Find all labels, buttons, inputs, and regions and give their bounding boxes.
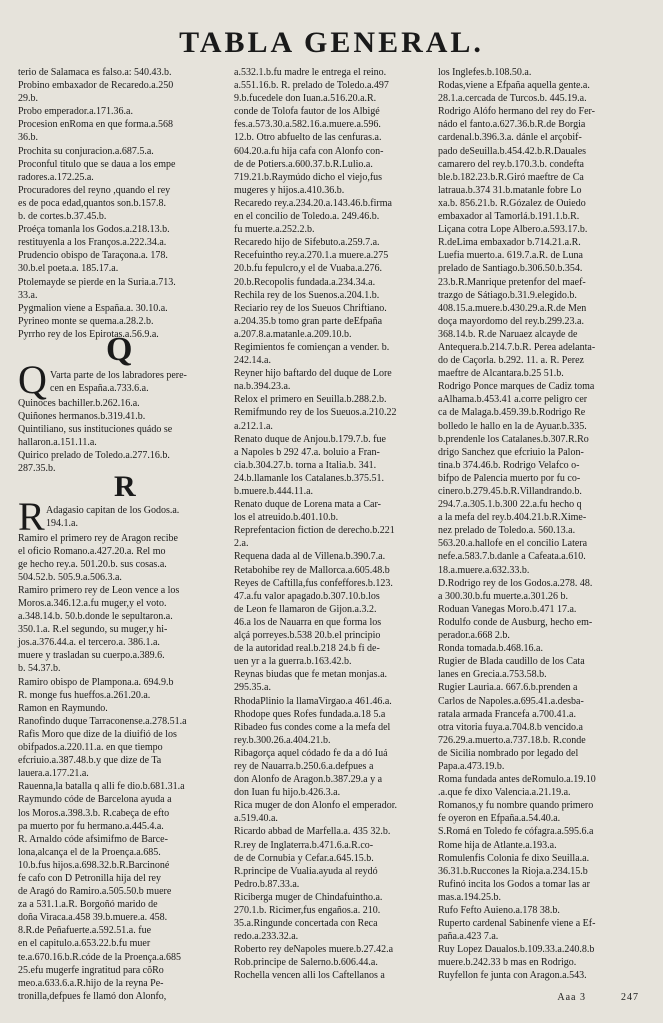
index-entry: a.348.14.b. 50.b.donde le sepultaron.a. bbox=[18, 611, 173, 623]
index-entry: Rugier de Blada caudillo de los Cata bbox=[438, 656, 585, 668]
index-entry: Recefuintho rey.a.270.1.a muere.a.275 bbox=[234, 250, 389, 262]
index-entry: Rufinó incita los Godos a tomar las ar bbox=[438, 878, 590, 890]
index-entry: embaxador al Tamorlá.b.191.1.b.R. bbox=[438, 211, 580, 223]
index-entry: cinero.b.279.45.b.R.Villandrando.b. bbox=[438, 486, 582, 497]
index-entry: obifpados.a.220.11.a. en que tiempo bbox=[18, 742, 163, 754]
index-entry: Rica muger de don Alonfo el emperador. bbox=[234, 800, 398, 812]
index-entry: D.Rodrigo rey de los Godos.a.278. 48. bbox=[438, 577, 593, 589]
index-entry: Ramon en Raymundo. bbox=[18, 702, 108, 714]
index-entry: Prochita su conjuracion.a.687.5.a. bbox=[18, 145, 154, 157]
index-entry: Antequera.b.214.7.b.R. Perea adelanta- bbox=[438, 341, 596, 353]
index-entry: radores.a.172.25.a. bbox=[18, 171, 94, 183]
index-entry: tronilla,defpues fe llamó don Alonfo, bbox=[18, 990, 167, 1002]
index-entry: Roduan Vanegas Moro.b.471 17.a. bbox=[438, 603, 577, 615]
index-entry: na.b.394.23.a. bbox=[234, 381, 291, 393]
index-entry: terio de Salamaca es falso.a: 540.43.b. bbox=[18, 67, 172, 78]
index-entry: Raymundo códe de Barcelona ayuda a bbox=[18, 794, 172, 806]
index-entry: lanes en Grecia.a.753.58.b. bbox=[438, 669, 547, 681]
index-entry: 2.a. bbox=[234, 538, 249, 550]
index-entry: 295.35.a. bbox=[234, 682, 271, 694]
index-entry: fe oyeron en Efpaña.a.54.40.a. bbox=[438, 813, 561, 825]
index-entry: do de Caçorla. b.292. 11. a. R. Perez bbox=[438, 355, 584, 367]
section-letter-q: Q bbox=[106, 330, 133, 368]
index-entry: restituyenla a los Franços.a.222.34.a. bbox=[18, 237, 167, 249]
index-entry: Proéça tomanla los Godos.a.218.13.b. bbox=[18, 224, 170, 236]
index-entry: Ruperto cardenal Sabinenfe viene a Ef- bbox=[438, 918, 596, 930]
index-entry: 604.20.a.fu hija cafa con Alonfo con- bbox=[234, 145, 384, 157]
index-entry: Ribagorça aquel códado fe da a dó Iuá bbox=[234, 747, 388, 759]
index-entry: R.rey de Inglaterra.b.471.6.a.R.co- bbox=[234, 839, 374, 851]
index-entry: a la mefa del rey.b.404.21.b.R.Xime- bbox=[438, 512, 587, 524]
index-entry: de Aragó do Ramiro.a.505.50.b muere bbox=[18, 886, 172, 898]
index-entry: Liçana cotra Lope Albero.a.593.17.b. bbox=[438, 224, 588, 236]
index-entry: redo.a.233.32.a. bbox=[234, 931, 299, 943]
index-entry: lauera.a.177.21.a. bbox=[18, 768, 89, 780]
index-entry: Rafis Moro que dize de la diuifió de los bbox=[18, 728, 177, 740]
index-entry: lona,alcança el de la Proença.a.685. bbox=[18, 846, 161, 858]
index-entry: a 300.30.b.fu muerte.a.301.26 b. bbox=[438, 590, 568, 602]
drop-cap-q: Q bbox=[18, 356, 47, 402]
section-letter-r: R bbox=[114, 469, 136, 503]
index-entry: b.muere.b.444.11.a. bbox=[234, 486, 314, 497]
index-entry: 294.7.a.305.1.b.300 22.a.fu hecho q bbox=[438, 499, 582, 511]
index-entry: 726.29.a.muerto.a.737.18.b. R.conde bbox=[438, 734, 586, 746]
index-entry: de de Potiers.a.600.37.b.R.Lulio.a. bbox=[234, 158, 373, 170]
index-entry: 28.1.a.cercada de Turcos.b. 445.19.a. bbox=[438, 93, 587, 105]
index-entry: pado deSeuilla.b.454.42.b.R.Dauales bbox=[438, 145, 587, 157]
index-entry: pa muerto por fu hermano.a.445.4.a. bbox=[18, 820, 164, 832]
index-entry: mas.a.194.25.b. bbox=[438, 891, 502, 903]
index-entry: Probino embaxador de Recaredo.a.250 bbox=[18, 80, 174, 92]
index-entry: jos.a.376.44.a. el tercero.a. 386.1.a. bbox=[18, 637, 160, 649]
index-entry: cardenal.b.396.3.a. dánle el arçobif- bbox=[438, 132, 582, 144]
index-entry: Remifmundo rey de los Sueuos.a.210.22 bbox=[234, 407, 397, 419]
index-entry: Pedro.b.87.33.a. bbox=[234, 878, 300, 890]
index-entry: nez prelado de Toledo.a. 560.13.a. bbox=[438, 525, 576, 537]
index-entry: ge hecho rey.a. 501.20.b. sus cosas.a. bbox=[18, 558, 167, 570]
index-entry: 23.b.R.Manrique pretenfor del maef- bbox=[438, 276, 586, 288]
index-entry: 350.1.a. R.el segundo, su muger,y hi- bbox=[18, 624, 168, 636]
index-entry: a.207.8.a.matanle.a.209.10.b. bbox=[234, 328, 352, 340]
index-entry: Rome hija de Atlante.a.193.a. bbox=[438, 839, 557, 851]
index-entry: meo.a.633.6.a.R.hijo de la reyna Pe- bbox=[18, 977, 164, 989]
index-entry: Requena dada al de Villena.b.390.7.a. bbox=[234, 551, 386, 563]
index-entry: 46.a los de Nauarra en que forma los bbox=[234, 616, 382, 628]
index-entry: Recaredo hijo de Sifebuto.a.259.7.a. bbox=[234, 237, 380, 249]
index-entry: Ricardo abbad de Marfella.a. 435 32.b. bbox=[234, 826, 391, 838]
index-entry: camarero del rey.b.170.3.b. condefta bbox=[438, 158, 584, 170]
index-entry: muere y trasladan su cuerpo.a.389.6. bbox=[18, 650, 165, 662]
index-entry: Romanos,y fu nombre quando primero bbox=[438, 800, 594, 812]
index-entry: Ranofindo duque Tarraconense.a.278.51.a bbox=[18, 715, 187, 727]
index-entry: doça mayordomo del rey.b.299.23.a. bbox=[438, 315, 584, 327]
index-entry: Carlos de Napoles.a.695.41.a.desba- bbox=[438, 695, 584, 707]
index-entry: a.519.40.a. bbox=[234, 813, 278, 825]
index-entry: Ruy Lopez Daualos.b.109.33.a.240.8.b bbox=[438, 944, 595, 956]
index-entry: 719.21.b.Raymúdo dicho el viejo,fus bbox=[234, 171, 383, 183]
index-entry: tina.b 374.46.b. Rodrigo Velafco o- bbox=[438, 459, 580, 471]
index-entry: Probo emperador.a.171.36.a. bbox=[18, 106, 133, 118]
index-entry: .a.que fe dixo Valencia.a.21.19.a. bbox=[438, 787, 571, 799]
index-entry: Roma fundada antes deRomulo.a.19.10 bbox=[438, 774, 596, 786]
index-entry: rey.b.300.26.a.404.21.b. bbox=[234, 734, 331, 746]
index-entry: b. de cortes.b.37.45.b. bbox=[18, 211, 107, 223]
index-entry: hallaron.a.151.11.a. bbox=[18, 437, 97, 449]
index-entry: los Moros.a.398.3.b. R.cabeça de efto bbox=[18, 807, 170, 819]
index-entry: fu muerte.a.252.2.b. bbox=[234, 224, 315, 236]
index-entry: 8.R.de Peñafuerte.a.592.51.a. fue bbox=[18, 925, 152, 937]
index-entry: Renato duque de Anjou.b.179.7.b. fue bbox=[234, 433, 386, 445]
index-entry: Ribadeo fus condes come a la mefa del bbox=[234, 721, 391, 733]
index-entry: ratala armada Francefa a.700.41.a. bbox=[438, 708, 576, 720]
index-entry: Recaredo rey.a.234.20.a.143.46.b.firma bbox=[234, 197, 392, 209]
index-entry: Procesion enRoma en que forma.a.568 bbox=[18, 119, 173, 131]
index-entry: fes.a.573.30.a.582.16.a.muere.a.596. bbox=[234, 119, 381, 131]
index-entry: Quintiliano, sus instituciones quádo se bbox=[18, 424, 173, 436]
index-entry: los Inglefes.b.108.50.a. bbox=[438, 67, 532, 78]
index-column-left bbox=[18, 66, 230, 1002]
index-entry: Reyner hijo baftardo del duque de Lore bbox=[234, 368, 392, 380]
index-entry: Reyes de Caftilla,fus confeffores.b.123. bbox=[234, 577, 393, 589]
index-entry: Quinoces bachiller.b.262.16.a. bbox=[18, 397, 140, 409]
index-entry: Pyrrho rey de los Epirotas.a.56.9.a. bbox=[18, 328, 159, 340]
index-entry: Reynas biudas que fe metan monjas.a. bbox=[234, 669, 388, 681]
index-entry: doña Viraca.a.458 39.b.muere.a. 458. bbox=[18, 912, 168, 924]
index-entry: Ramiro el primero rey de Aragon recibe bbox=[18, 532, 178, 544]
index-entry: Romulenfis Colonia fe dixo Seuilla.a. bbox=[438, 852, 590, 864]
index-entry: Rugier Lauria.a. 667.6.b.prenden a bbox=[438, 682, 578, 694]
index-entry: Rechila rey de los Suenos.a.204.1.b. bbox=[234, 289, 380, 301]
index-entry: mugeres y hijos.a.410.36.b. bbox=[234, 184, 345, 196]
index-entry: Moros.a.346.12.a.fu muger,y el voto. bbox=[18, 598, 167, 609]
index-entry: de Leon fe llamaron de Gijon.a.3.2. bbox=[234, 603, 377, 615]
index-entry: drigo Sanchez que efcriuio la Palon- bbox=[438, 446, 584, 458]
index-entry: uen yr a la guerra.b.163.42.b. bbox=[234, 656, 352, 668]
index-entry: Ronda tomada.b.468.16.a. bbox=[438, 643, 543, 655]
index-entry: latraua.b.374 31.b.matanle fobre Lo bbox=[438, 184, 582, 196]
index-entry: trazgo de Sátiago.b.31.9.elegido.b. bbox=[438, 289, 577, 301]
index-entry: Rhodope ques Rofes fundada.a.18 5.a bbox=[234, 708, 386, 720]
index-entry: R.principe de Vualia.ayuda al reydó bbox=[234, 865, 378, 877]
index-entry: 270.1.b. Ricimer,fus engaños.a. 210. bbox=[234, 905, 381, 916]
index-entry: RhodaPlinio la llamaVirgao.a 461.46.a. bbox=[234, 695, 392, 707]
index-entry: el oficio Romano.a.427.20.a. Rel mo bbox=[18, 545, 166, 557]
index-column-middle bbox=[234, 66, 440, 981]
index-entry: 24.b.llamanle los Catalanes.b.375.51. bbox=[234, 472, 384, 484]
index-entry: S.Romá en Toledo fe cófagra.a.595.6.a bbox=[438, 826, 594, 838]
index-entry: Roberto rey deNapoles muere.b.27.42.a bbox=[234, 944, 394, 956]
index-entry: rey de Nauarra.b.250.6.a.defpues a bbox=[234, 760, 374, 772]
drop-cap-r: R bbox=[18, 493, 45, 539]
index-entry: Quiñones hermanos.b.319.41.b. bbox=[18, 411, 146, 423]
index-entry: don Iuan fu hijo.b.426.3.a. bbox=[234, 787, 341, 799]
index-entry: 47.a.fu valor apagado.b.307.10.b.los bbox=[234, 590, 380, 602]
index-entry: Relox el primero en Seuilla.b.288.2.b. bbox=[234, 394, 387, 406]
index-entry: 30.b.el poeta.a. 185.17.a. bbox=[18, 263, 119, 275]
index-entry: Rob.principe de Salerno.b.606.44.a. bbox=[234, 957, 378, 969]
index-entry: efcriuio.a.387.48.b.y que dize de Ta bbox=[18, 755, 162, 767]
index-entry: prelado de Santiago.b.306.50.b.354. bbox=[438, 263, 583, 275]
index-entry: za a 531.1.a.R. Borgoñó marido de bbox=[18, 899, 158, 911]
index-entry: 36.b. bbox=[18, 132, 38, 144]
index-entry: xa.b. 856.21.b. R.Gózalez de Ouiedo bbox=[438, 197, 586, 209]
index-entry: 9.b.fucedele don Iuan.a.516.20.a.R. bbox=[234, 93, 377, 105]
index-entry: 20.b.Recopolis fundada.a.234.34.a. bbox=[234, 276, 376, 288]
index-entry: 563.20.a.hallofe en el concilio Latera bbox=[438, 538, 588, 550]
index-entry: a.551.16.b. R. prelado de Toledo.a.497 bbox=[234, 80, 389, 92]
index-entry: te.a.670.16.b.R.códe de la Proença.a.685 bbox=[18, 951, 182, 963]
index-entry: de Sicilia nombrado por legado del bbox=[438, 747, 579, 759]
index-entry: Rauenna,la batalla q alli fe dio.b.681.31.a bbox=[18, 781, 185, 793]
index-entry: 33.a. bbox=[18, 289, 38, 301]
index-entry: R. monge fus hueffos.a.261.20.a. bbox=[18, 689, 151, 701]
index-entry: 35.a.Ringunde concertada con Reca bbox=[234, 918, 378, 930]
index-entry: Quirico prelado de Toledo.a.277.16.b. bbox=[18, 450, 170, 462]
index-entry: Rodulfo conde de Ausburg, hecho em- bbox=[438, 616, 593, 628]
index-entry: otra vitoria fuya.a.704.8.b vencido.a bbox=[438, 721, 583, 733]
index-entry: paña.a.423 7.a. bbox=[438, 931, 499, 943]
index-entry: 194.1.a. bbox=[46, 517, 78, 529]
index-entry: Adagasio capitan de los Godos.a. bbox=[46, 504, 180, 516]
index-entry: Renato duque de Lorena mata a Car- bbox=[234, 499, 381, 511]
index-entry: Reprefentacion fiction de derecho.b.221 bbox=[234, 525, 395, 537]
index-entry: maeftre de Alcantara.b.25 51.b. bbox=[438, 368, 564, 380]
index-entry: 368.14.b. R.de Naruaez alcayde de bbox=[438, 328, 578, 340]
index-entry: aAlhama.b.453.41 a.corre peligro cer bbox=[438, 394, 588, 406]
index-entry: b. 54.37.b. bbox=[18, 663, 61, 675]
index-entry: Rodrigo Alófo hermano del rey do Fer- bbox=[438, 106, 595, 118]
index-entry: Pygmalion viene a España.a. 30.10.a. bbox=[18, 302, 168, 314]
index-entry: b.prendenle los Catalanes.b.307.R.Ro bbox=[438, 433, 589, 445]
index-entry: en el concilio de Toledo.a. 249.46.b. bbox=[234, 211, 380, 223]
index-entry: 242.14.a. bbox=[234, 355, 271, 367]
index-entry: Procuradores del reyno ,quando el rey bbox=[18, 184, 171, 196]
index-entry: alçá porreyes.b.538 20.b.el principio bbox=[234, 630, 381, 642]
index-entry: 408.15.a.muere.b.430.29.a.R.de Men bbox=[438, 302, 587, 314]
index-entry: R. Arnaldo códe afsimifmo de Barce- bbox=[18, 833, 168, 845]
index-entry: nádo el fanto.a.627.36.b.R.de Borgia bbox=[438, 119, 586, 131]
index-entry: 18.a.muere.a.632.33.b. bbox=[438, 564, 530, 576]
index-entry: cia.b.304.27.b. torna a Italia.b. 341. bbox=[234, 459, 377, 471]
index-column-right bbox=[438, 66, 650, 981]
index-entry: Regimientos fe comiençan a vender. b. bbox=[234, 341, 390, 353]
index-entry: de de Cornubia y Cefar.a.645.15.b. bbox=[234, 852, 374, 864]
index-entry: Ramiro obispo de Plampona.a. 694.9.b bbox=[18, 676, 174, 688]
index-entry: bifpo de Palencia muerto por fu co- bbox=[438, 472, 581, 484]
index-entry: Ruyfellon fe junta con Aragon.a.543. bbox=[438, 970, 587, 982]
index-entry: Rochella vencen alli los Caftellanos a bbox=[234, 970, 385, 982]
index-entry: 10.b.fus hijos.a.698.32.b.R.Barcinoné bbox=[18, 859, 170, 871]
index-entry: 20.b.fu fepulcro,y el de Vuaba.a.276. bbox=[234, 263, 383, 275]
index-entry: conde de Tolofa fautor de los Albigé bbox=[234, 106, 380, 118]
index-entry: muere.b.242.33 b mas en Rodrigo. bbox=[438, 957, 577, 969]
index-entry: Proconful titulo que se daua a los empe bbox=[18, 158, 176, 170]
index-entry: Ramiro primero rey de Leon vence a los bbox=[18, 584, 180, 596]
index-entry: Varta parte de los labradores pere- bbox=[50, 369, 187, 381]
index-entry: Rodas,viene a Efpaña aquella gente.a. bbox=[438, 80, 590, 92]
index-entry: Rufo Fefto Auieno.a.178 38.b. bbox=[438, 905, 560, 916]
index-entry: cen en España.a.733.6.a. bbox=[50, 383, 149, 395]
index-entry: bolledo le hallo en la de Ayuar.b.335. bbox=[438, 420, 587, 432]
index-entry: es de poca edad,quantos son.b.157.8. bbox=[18, 197, 167, 209]
page-number: 247 bbox=[621, 992, 639, 1003]
index-entry: a.532.1.b.fu madre le entrega el reino. bbox=[234, 67, 387, 78]
index-entry: 504.52.b. 505.9.a.506.3.a. bbox=[18, 571, 122, 583]
index-entry: 12.b. Otro abfuelto de las cenfuras.a. bbox=[234, 132, 382, 144]
index-entry: Retabohibe rey de Mallorca.a.605.48.b bbox=[234, 564, 390, 576]
index-entry: 25.efu mugerfe ingratitud para cõRo bbox=[18, 964, 164, 976]
index-entry: de la autoridad real.b.218 24.b fi de- bbox=[234, 643, 380, 655]
index-entry: Luefia muerto.a. 619.7.a.R. de Luna bbox=[438, 250, 583, 262]
index-entry: Rodrigo Ponce marques de Cadiz toma bbox=[438, 381, 595, 393]
index-entry: nefe.a.583.7.b.danle a Cafeata.a.610. bbox=[438, 551, 586, 563]
index-entry: 287.35.b. bbox=[18, 463, 56, 475]
index-entry: perador.a.668 2.b. bbox=[438, 630, 510, 642]
index-entry: Pyrineo monte se quema.a.28.2.b. bbox=[18, 315, 154, 327]
index-entry: Riciberga muger de Chindafuintho.a. bbox=[234, 891, 383, 903]
index-entry: 36.31.b.Ruccones la Rioja.a.234.15.b bbox=[438, 865, 588, 877]
index-entry: a.212.1.a. bbox=[234, 420, 273, 432]
index-entry: don Alonfo de Aragon.b.387.29.a y a bbox=[234, 774, 383, 786]
index-entry: ble.b.182.23.b.R.Giró maeftre de Ca bbox=[438, 171, 584, 183]
index-entry: Papa.a.473.19.b. bbox=[438, 760, 505, 772]
index-entry: ca de Malaga.b.459.39.b.Rodrigo Re bbox=[438, 407, 586, 419]
index-entry: R.deLima embaxador b.714.21.a.R. bbox=[438, 237, 581, 249]
page-title: TABLA GENERAL. bbox=[179, 26, 484, 59]
index-entry: Ptolemayde se pierde en la Suria.a.713. bbox=[18, 276, 176, 288]
index-entry: 29.b. bbox=[18, 93, 38, 105]
index-entry: a Napoles b 292 47.a. boluio a Fran- bbox=[234, 446, 380, 458]
index-entry: Reciario rey de los Sueuos Chriftiano. bbox=[234, 302, 387, 314]
index-entry: fe cafo con D Petronilla hija del rey bbox=[18, 872, 161, 884]
index-entry: a.204.35.b tomo gran parte deEfpaña bbox=[234, 315, 383, 327]
index-entry: en el capitulo.a.653.22.b.fu muer bbox=[18, 938, 151, 950]
page-footer bbox=[557, 992, 639, 1003]
signature-mark: Aaa 3 bbox=[557, 992, 586, 1003]
index-entry: los el atreuido.b.401.10.b. bbox=[234, 512, 339, 524]
index-entry: Prudencio obispo de Taraçona.a. 178. bbox=[18, 250, 168, 262]
